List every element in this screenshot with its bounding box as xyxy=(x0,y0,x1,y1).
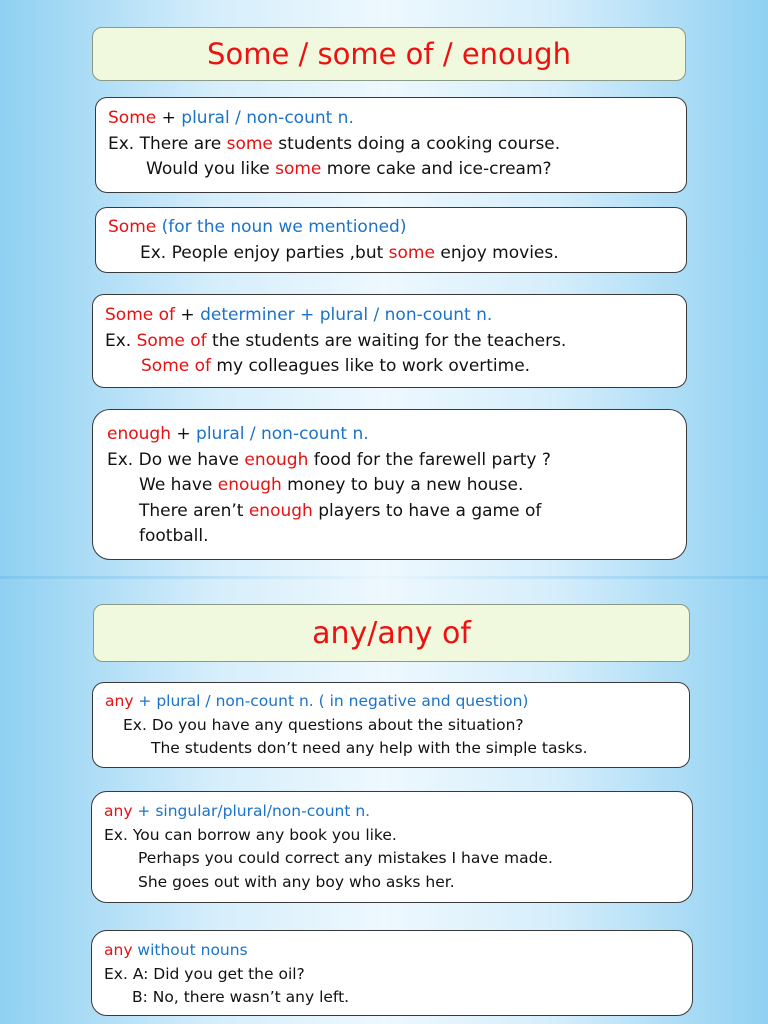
example-line: We have enough money to buy a new house. xyxy=(139,475,524,495)
example-line: She goes out with any boy who asks her. xyxy=(138,872,455,891)
example-line: Ex. There are some students doing a cooking course. xyxy=(108,133,561,154)
slide-title-text: any/any of xyxy=(312,615,471,651)
example-line: football. xyxy=(139,526,209,546)
example-line: Would you like some more cake and ice-cream? xyxy=(146,159,552,179)
slide-title xyxy=(92,27,686,81)
slide-title-text: Some / some of / enough xyxy=(207,37,571,71)
example-line: Ex. Do you have any questions about the situation? xyxy=(123,715,524,734)
example-line: Some of my colleagues like to work overtime. xyxy=(141,356,531,376)
card-any-negative xyxy=(92,682,690,768)
example-line: B: No, there wasn’t any left. xyxy=(132,988,350,1006)
rule-line: enough + plural / non-count n. xyxy=(107,424,369,444)
example-line: The students don’t need any help with the simple tasks. xyxy=(151,739,588,757)
card-some-mentioned xyxy=(95,207,687,273)
example-line: Ex. People enjoy parties ,but some enjoy movies. xyxy=(140,242,559,263)
card-enough xyxy=(92,409,687,560)
example-line: Ex. Some of the students are waiting for the teachers. xyxy=(105,330,567,351)
card-any-without-nouns xyxy=(91,930,693,1016)
example-line: Ex. A: Did you get the oil? xyxy=(104,964,305,983)
slide-title xyxy=(93,604,690,662)
example-line: There aren’t enough players to have a game of xyxy=(139,500,542,521)
example-line: Ex. You can borrow any book you like. xyxy=(104,825,397,844)
rule-line: any + plural / non-count n. ( in negative and question) xyxy=(105,692,529,710)
rule-line: Some (for the noun we mentioned) xyxy=(108,217,407,237)
card-some xyxy=(95,97,687,193)
example-line: Perhaps you could correct any mistakes I have made. xyxy=(138,849,553,867)
rule-line: Some + plural / non-count n. xyxy=(108,108,354,128)
rule-line: any without nouns xyxy=(104,941,248,959)
card-some-of xyxy=(92,294,687,388)
example-line: Ex. Do we have enough food for the farewell party ? xyxy=(107,449,551,470)
rule-line: any + singular/plural/non-count n. xyxy=(104,802,371,820)
card-any-singular xyxy=(91,791,693,903)
slide-any xyxy=(0,578,768,1024)
rule-line: Some of + determiner + plural / non-count n. xyxy=(105,305,493,325)
